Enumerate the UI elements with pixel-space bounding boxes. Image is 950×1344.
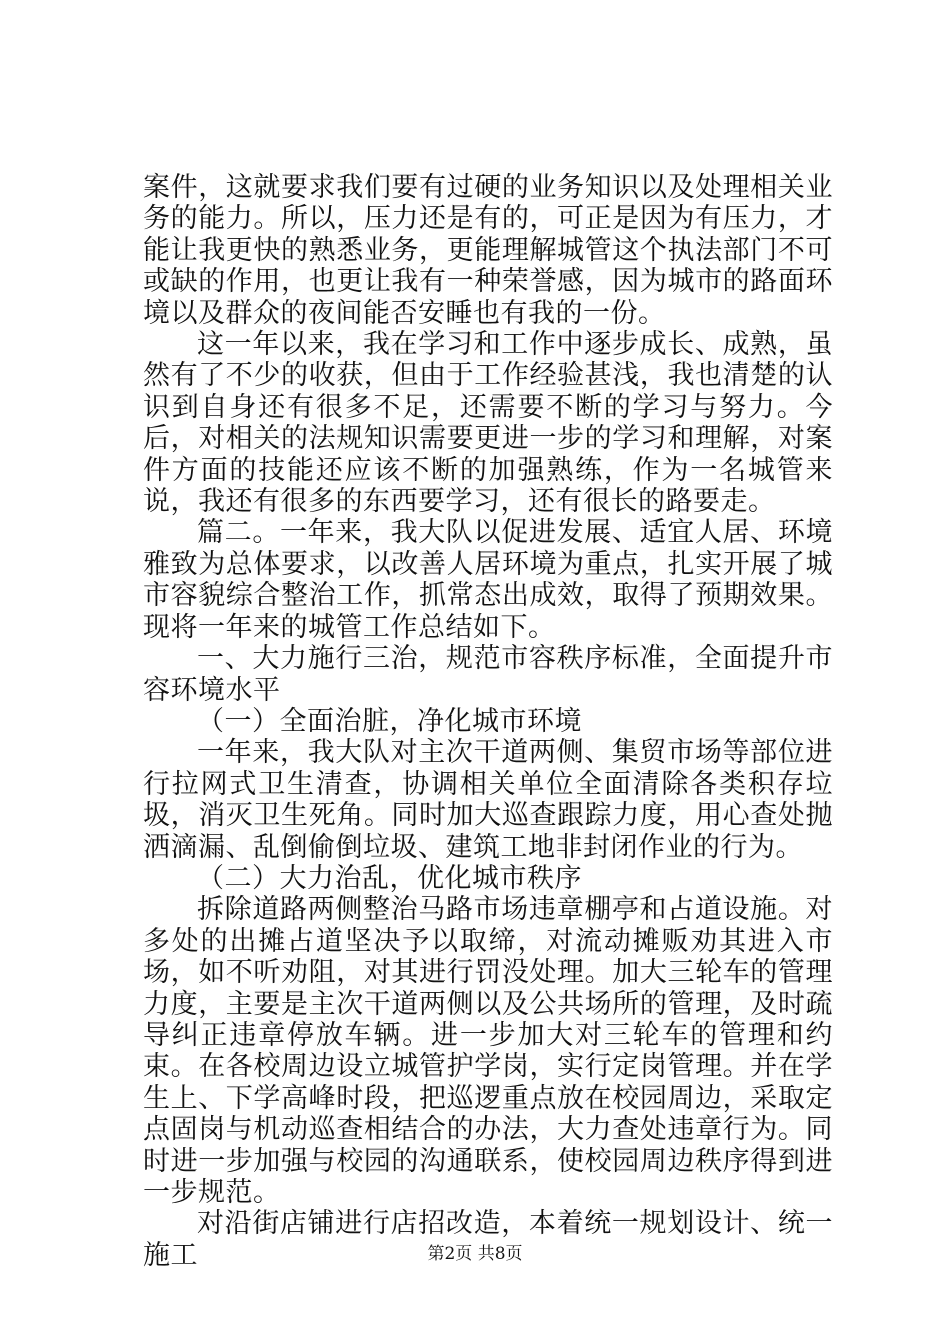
paragraph-1: 案件，这就要求我们要有过硬的业务知识以及处理相关业务的能力。所以，压力还是有的，可正是因为有压力，才能让我更快的熟悉业务，更能理解城管这个执法部门不可或缺的作用，也更让我有一种荣誉感，因为城市的路面环境以及群众的夜间能否安睡也有我的一份。 [143,172,833,329]
paragraph-6: 对沿街店铺进行店招改造，本着统一规划设计、统一施工 [143,1208,833,1271]
paragraph-5: 拆除道路两侧整治马路市场违章棚亭和占道设施。对多处的出摊占道坚决予以取缔，对流动摊贩劝其进入市场，如不听劝阻，对其进行罚没处理。加大三轮车的管理力度，主要是主次干道两侧以及公共场所的管理，及时疏导纠正违章停放车辆。进一步加大对三轮车的管理和约束。在各校周边设立城管护学岗，实行定岗管理。并在学生上、下学高峰时段，把巡逻重点放在校园周边，采取定点固岗与机动巡查相结合的办法，大力查处违章行为。同时进一步加强与校园的沟通联系，使校园周边秩序得到进一步规范。 [143,894,833,1208]
document-body [143,172,833,1271]
subsection-heading-2: （二）大力治乱，优化城市秩序 [197,862,582,894]
subsection-heading-1: （一）全面治脏，净化城市环境 [197,705,582,737]
page-footer: 第2页 共8页 [427,1244,523,1264]
paragraph-4: 一年来，我大队对主次干道两侧、集贸市场等部位进行拉网式卫生清查，协调相关单位全面清除各类积存垃圾，消灭卫生死角。同时加大巡查跟踪力度，用心查处抛洒滴漏、乱倒偷倒垃圾、建筑工地非封闭作业的行为。 [143,737,833,863]
paragraph-3: 篇二。一年来，我大队以促进发展、适宜人居、环境雅致为总体要求，以改善人居环境为重点，扎实开展了城市容貌综合整治工作，抓常态出成效，取得了预期效果。现将一年来的城管工作总结如下。 [143,517,833,643]
paragraph-2: 这一年以来，我在学习和工作中逐步成长、成熟，虽然有了不少的收获，但由于工作经验甚浅，我也清楚的认识到自身还有很多不足，还需要不断的学习与努力。今后，对相关的法规知识需要更进一步的学习和理解，对案件方面的技能还应该不断的加强熟练，作为一名城管来说，我还有很多的东西要学习，还有很长的路要走。 [143,329,833,518]
section-heading-1: 一、大力施行三治，规范市容秩序标准，全面提升市容环境水平 [143,643,833,706]
